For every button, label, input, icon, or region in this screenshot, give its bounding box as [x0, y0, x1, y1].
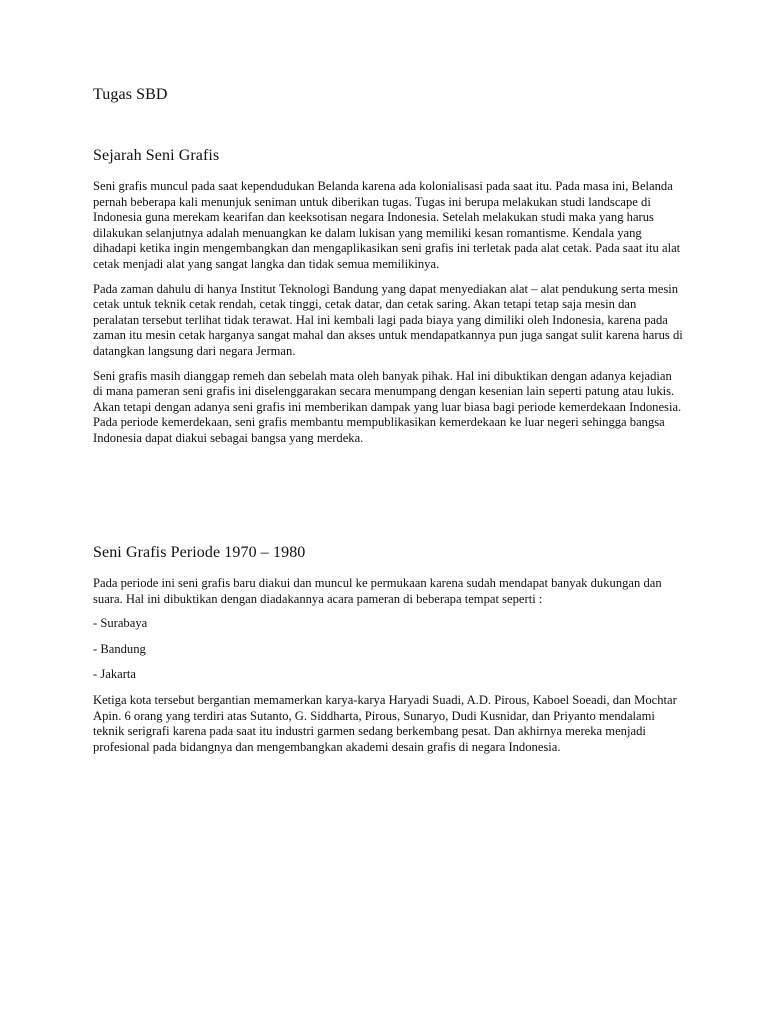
paragraph: Ketiga kota tersebut bergantian memamerkan karya-karya Haryadi Suadi, A.D. Pirous, Kaboel Soeadi, dan Mochtar Apin. 6 orang yang terdiri atas Sutanto, G. Siddharta, Pirous, Sunaryo, Dudi Kusnidar, dan Priyanto mendalami teknik serigrafi karena pada saat itu industri garmen sedang berkembang pesat. Dan akhirnya mereka menjadi profesional pada bidangnya dan mengembangkan akademi desain grafis di negara Indonesia. — [93, 692, 677, 754]
section-periode — [93, 544, 683, 764]
list-item: - Bandung — [93, 641, 146, 656]
paragraph: Pada zaman dahulu di hanya Institut Teknologi Bandung yang dapat menyediakan alat – alat pendukung serta mesin cetak untuk teknik cetak rendah, cetak tinggi, cetak datar, dan cetak saring. Akan tetapi tetap saja mesin dan peralatan tersebut terlihat tidak terawat. Hal ini kembali lagi pada biaya yang dimiliki oleh Indonesia, karena pada zaman itu mesin cetak harganya sangat mahal dan akses untuk mendapatkannya pun juga sangat sulit karena harus di datangkan langsung dari negara Jerman. — [93, 281, 683, 358]
paragraph: Seni grafis masih dianggap remeh dan sebelah mata oleh banyak pihak. Hal ini dibuktikan dengan adanya kejadian di mana pameran seni grafis ini diselenggarakan secara menumpang dengan kesenian lain seperti patung atau lukis. Akan tetapi dengan adanya seni grafis ini memberikan dampak yang luar biasa bagi periode kemerdekaan Indonesia. Pada periode kemerdekaan, seni grafis membantu mempublikasikan kemerdekaan ke luar negeri sehingga bangsa Indonesia dapat diakui sebagai bangsa yang merdeka. — [93, 368, 682, 445]
paragraph: Seni grafis muncul pada saat kependudukan Belanda karena ada kolonialisasi pada saat itu. Pada masa ini, Belanda pernah beberapa kali menunjuk seniman untuk diberikan tugas. Tugas ini berupa melakukan studi landscape di Indonesia guna merekam kearifan dan keeksotisan negara Indonesia. Setelah melakukan studi maka yang harus dilakukan selanjutnya adalah menuangkan ke dalam lukisan yang memiliki kesan romantisme. Kendala yang dihadapi ketika ingin mengembangkan dan mengaplikasikan seni grafis ini terletak pada alat cetak. Pada saat itu alat cetak menjadi alat yang sangat langka dan tidak semua memilikinya. — [93, 179, 681, 271]
paragraph: Pada periode ini seni grafis baru diakui dan muncul ke permukaan karena sudah mendapat banyak dukungan dan suara. Hal ini dibuktikan dengan diadakannya acara pameran di beberapa tempat seperti : — [93, 576, 662, 606]
document-title: Tugas SBD — [93, 86, 168, 103]
list-item: - Surabaya — [93, 616, 148, 631]
section-heading: Seni Grafis Periode 1970 – 1980 — [93, 544, 306, 561]
section-sejarah — [93, 147, 683, 456]
list-item: - Jakarta — [93, 667, 137, 682]
section-heading: Sejarah Seni Grafis — [93, 147, 220, 164]
